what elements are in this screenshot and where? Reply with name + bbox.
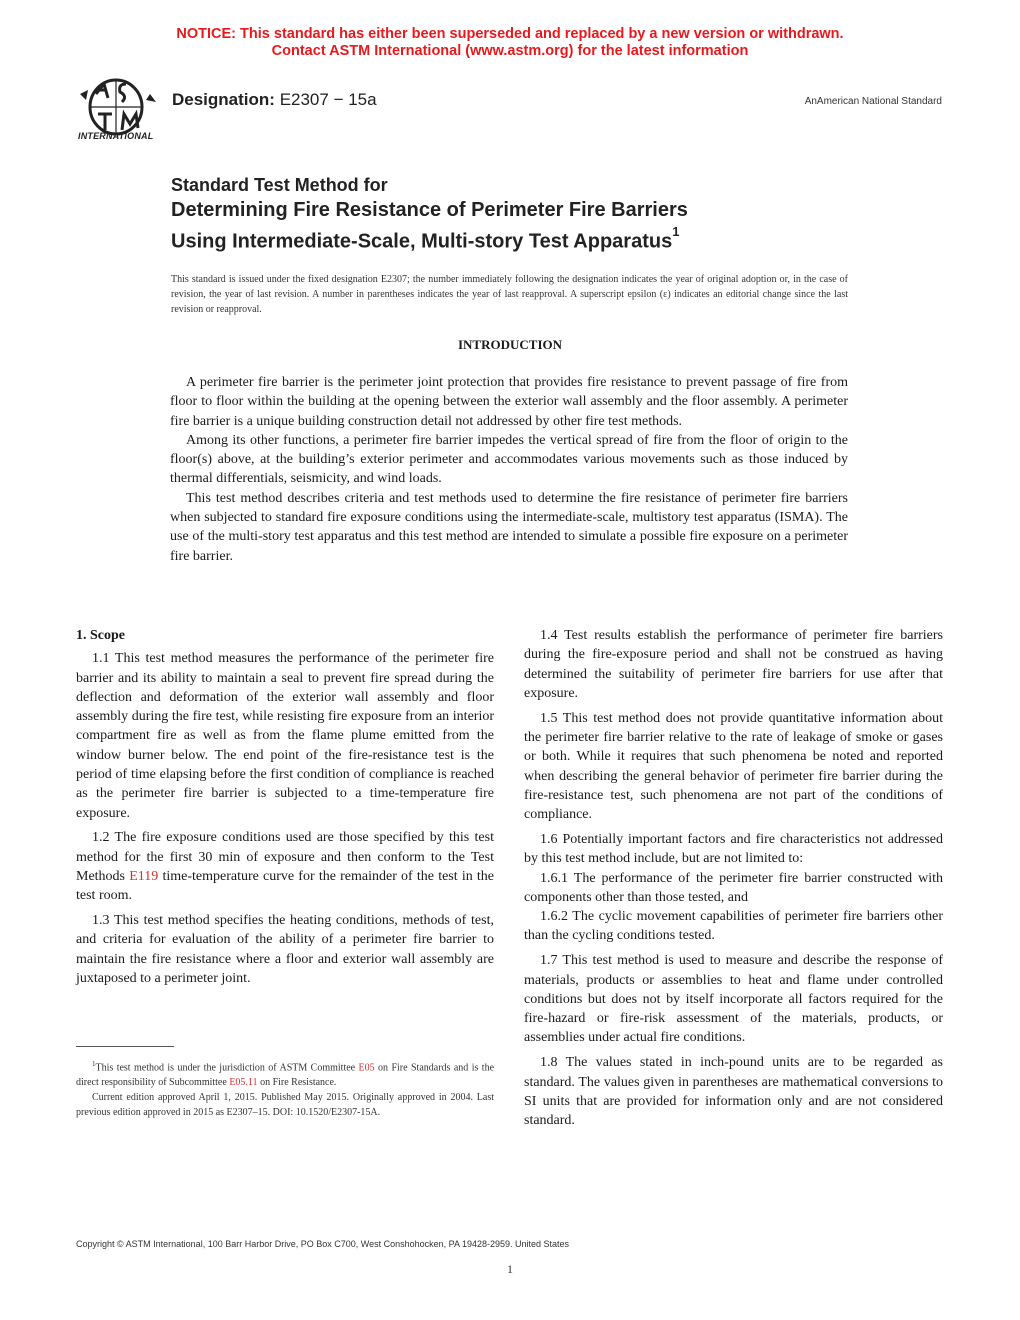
title-line-2: Determining Fire Resistance of Perimeter Fire Barriers [171, 199, 688, 221]
section-1-6: 1.6 Potentially important factors and fire characteristics not addressed by this test method include, but are not limited to: [524, 831, 943, 867]
footnote-2: Current edition approved April 1, 2015. Published May 2015. Originally approved in 2004. Last previous edition approved in 2015 as E2307–15. DOI: 10.1520/E2307-15A. [76, 1092, 494, 1119]
page-number: 1 [507, 1262, 513, 1276]
section-1-2-text-a: 1.2 The fire exposure conditions used are those specified by this test method for the first 30 min of exposure and then conform to the Test Methods [76, 830, 494, 885]
title-line-3 [171, 223, 688, 255]
section-1-5: 1.5 This test method does not provide quantitative information about the perimeter fire barrier relative to the rate of leakage of smoke or gases or both. While it requires that such phenomena be noted and reported when describing the general behavior of perimeter fire barrier during the fire-resistance test, such phenomena are not part of the conditions of compliance. [524, 710, 943, 823]
section-1-1: 1.1 This test method measures the performance of the perimeter fire barrier and its ability to maintain a seal to prevent fire spread during the deflection and deformation of the exterior wall assembly and floor assembly during the fire test, while resisting fire exposure from an interior compartment fire as well as from the flame plume emitted from the window burner below. The end point of the fire-resistance test is the period of time elapsing before the first condition of compliance is reached as the perimeter fire barrier is subjected to a time-temperature fire exposure. [76, 651, 494, 821]
notice-line-2: Contact ASTM International (www.astm.org) for the latest information [271, 43, 749, 59]
introduction-heading: INTRODUCTION [457, 337, 562, 352]
intro-paragraph: This test method describes criteria and test methods used to determine the fire resistance of perimeter fire barriers when subjected to standard fire exposure conditions using the intermediate-scale, multistory test apparatus (ISMA). The use of the multi-story test apparatus and this test method are intended to simulate a possible fire exposure on a perimeter fire barrier. [170, 490, 848, 564]
title-line-3-text: Using Intermediate-Scale, Multi-story Test Apparatus [171, 230, 673, 253]
footnotes [76, 1057, 494, 1120]
section-1-2 [76, 828, 494, 905]
title-line-1: Standard Test Method for [171, 175, 388, 195]
left-column [76, 626, 494, 994]
section-1-6-1: 1.6.1 The performance of the perimeter fire barrier constructed with components other than those tested, and [524, 870, 943, 905]
designation [172, 90, 377, 110]
scope-heading: 1. Scope [76, 628, 125, 643]
right-column [524, 626, 943, 1136]
section-1-3: 1.3 This test method specifies the heating conditions, methods of test, and criteria for evaluation of the ability of a perimeter fire barrier to maintain the fire resistance where a floor and exterior wall assembly are juxtaposed to a perimeter joint. [76, 913, 494, 987]
section-1-6-2: 1.6.2 The cyclic movement capabilities of perimeter fire barriers other than the cycling conditions tested. [524, 909, 943, 944]
e119-link[interactable]: E119 [129, 869, 159, 885]
section-1-7: 1.7 This test method is used to measure and describe the response of materials, products or assemblies to heat and flame under controlled conditions but does not by itself incorporate all factors required for the fire-hazard or fire-risk assessment of the materials, products, or assemblies under actual fire conditions. [524, 953, 943, 1046]
e05-link[interactable]: E05 [358, 1062, 375, 1074]
document-title [171, 173, 688, 255]
footnote-marker: 1 [92, 1060, 96, 1068]
title-footnote-marker: 1 [672, 224, 680, 239]
notice-line-1: NOTICE: This standard has either been superseded and replaced by a new version or withdrawn. [176, 26, 844, 42]
introduction-body [170, 373, 848, 566]
section-1-2-text-b: time-temperature curve for the remainder of the test in the test room. [76, 869, 495, 904]
intro-paragraph: A perimeter fire barrier is the perimeter joint protection that provides fire resistance to prevent passage of fire from floor to floor within the building at the opening between the exterior wall assembly and the floor assembly. A perimeter fire barrier is a unique building construction detail not addressed by other fire test methods. [170, 375, 848, 429]
american-national-standard: AnAmerican National Standard [804, 96, 942, 107]
footnote-1-text-c: on Fire Resistance. [257, 1077, 337, 1089]
designation-label: Designation: [172, 90, 275, 109]
section-1-4: 1.4 Test results establish the performance of perimeter fire barriers during the fire-exposure period and shall not be construed as having determined the suitability of perimeter fire barriers for use after that exposure. [524, 628, 943, 701]
footnote-divider [76, 1046, 174, 1047]
copyright-line: Copyright © ASTM International, 100 Barr Harbor Drive, PO Box C700, West Conshohocken, PA 19428-2959. United States [76, 1239, 570, 1249]
designation-number: E2307 − 15a [279, 90, 377, 109]
section-1-8: 1.8 The values stated in inch-pound units are to be regarded as standard. The values given in parentheses are mathematical conversions to SI units that are provided for information only and are not considered standard. [524, 1055, 943, 1129]
logo-wordmark: INTERNATIONAL [78, 131, 154, 141]
standard-note: This standard is issued under the fixed designation E2307; the number immediately following the designation indicates the year of original adoption or, in the case of revision, the year of last revision. A number in parentheses indicates the year of last reapproval. A superscript epsilon (ε) indicates an editorial change since the last revision or reapproval. [171, 274, 848, 315]
notice-banner [0, 26, 1020, 60]
footnote-1-text-a: This test method is under the jurisdiction of ASTM Committee [95, 1062, 359, 1074]
e05-11-link[interactable]: E05.11 [229, 1077, 258, 1089]
footnote-1-text-b: on Fire Standards and is the direct responsibility of Subcommittee [76, 1062, 495, 1089]
footnote-1 [76, 1057, 494, 1090]
intro-paragraph: Among its other functions, a perimeter fire barrier impedes the vertical spread of fire from the floor of origin to the floor(s) above, at the building’s exterior perimeter and accommodates various movements such as those induced by thermal differentials, seismicity, and wind loads. [170, 432, 848, 487]
